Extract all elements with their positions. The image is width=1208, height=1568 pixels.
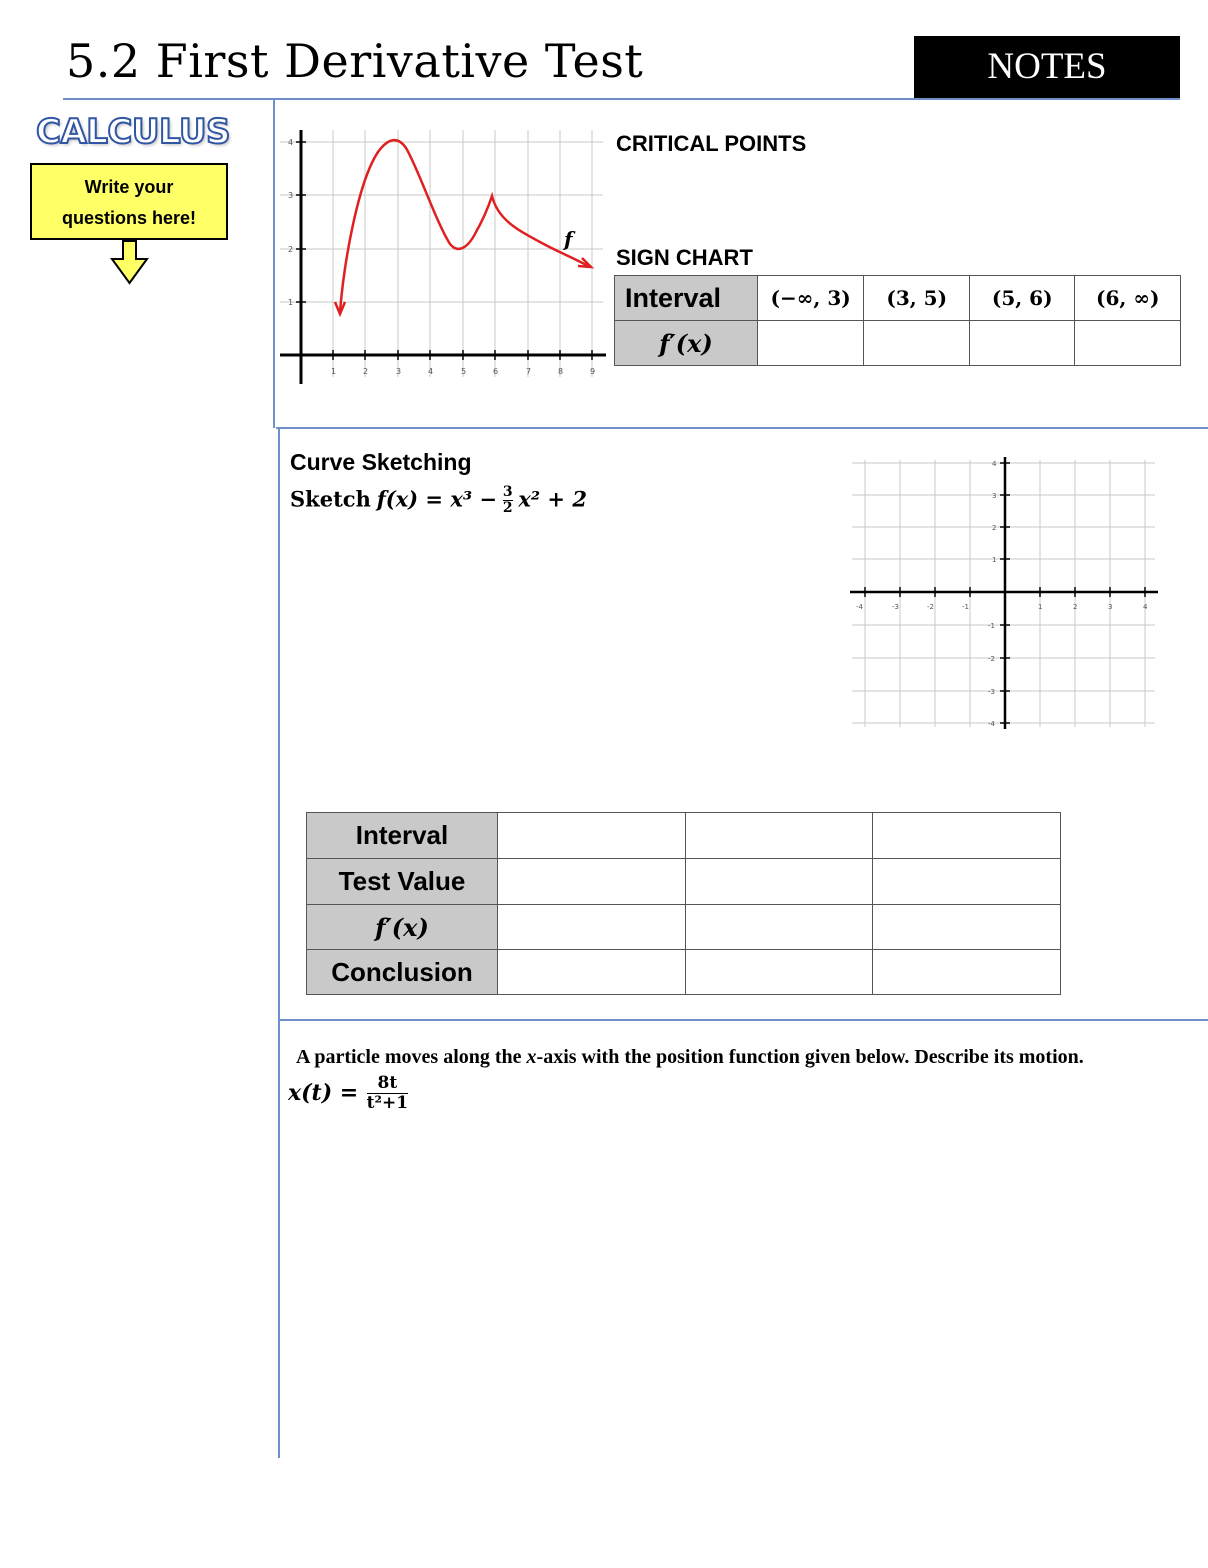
answer-cell[interactable] (498, 950, 686, 995)
table-row (307, 813, 1061, 859)
x-tick-label: 4 (1143, 603, 1148, 611)
sketch-prompt (290, 485, 587, 517)
function-graph (278, 122, 608, 384)
y-tick-label: -2 (988, 655, 995, 663)
notes-badge: NOTES (914, 36, 1180, 98)
x-tick-label: 1 (331, 367, 337, 376)
x-tick-label: 6 (493, 367, 499, 376)
y-tick-label: 1 (288, 298, 294, 307)
section-divider-2 (280, 1019, 1208, 1021)
y-tick-label: 2 (288, 245, 294, 254)
y-tick-label: -3 (988, 688, 995, 696)
callout-line-1: Write your (84, 177, 174, 197)
function-label: f (564, 227, 573, 251)
x-tick-label: 3 (396, 367, 402, 376)
x-tick-label: -1 (962, 603, 969, 611)
function-rhs: x² + 2 (518, 486, 587, 512)
row-header: Test Value (307, 859, 498, 905)
answer-cell[interactable] (873, 905, 1061, 950)
y-tick-label: 1 (992, 556, 997, 564)
y-tick-label: 3 (288, 191, 294, 200)
fraction-denominator: 2 (502, 500, 513, 517)
answer-cell[interactable] (498, 813, 686, 859)
title-divider (63, 98, 1180, 100)
function-curve (340, 140, 588, 312)
y-tick-label: -4 (988, 720, 995, 728)
critical-points-heading: CRITICAL POINTS (616, 131, 807, 156)
answer-cell[interactable] (685, 813, 873, 859)
x-tick-label: 2 (1073, 603, 1078, 611)
y-tick-label: 4 (992, 460, 997, 468)
position-lhs: x(t) = (288, 1080, 359, 1107)
table-row (307, 859, 1061, 905)
section-divider-1 (276, 427, 1208, 429)
position-function (288, 1074, 408, 1112)
x-tick-label: 9 (590, 367, 596, 376)
x-tick-label: 3 (1108, 603, 1113, 611)
interval-cell: (5, 6) (969, 276, 1075, 321)
table-row (307, 905, 1061, 950)
answer-cell[interactable] (498, 905, 686, 950)
answer-cell[interactable] (498, 859, 686, 905)
interval-cell: (6, ∞) (1075, 276, 1181, 321)
fraction-numerator: 3 (502, 484, 513, 500)
answer-cell[interactable] (1075, 321, 1181, 366)
prompt-variable: x (526, 1046, 537, 1068)
answer-cell[interactable] (685, 905, 873, 950)
answer-cell[interactable] (873, 950, 1061, 995)
row-header: Conclusion (307, 950, 498, 995)
row-header: Interval (615, 276, 758, 321)
particle-prompt (296, 1046, 1084, 1069)
margin-rule-top (273, 100, 275, 428)
x-tick-label: 7 (526, 367, 532, 376)
row-header: f′(x) (615, 321, 758, 366)
fraction-denominator: t²+1 (366, 1092, 409, 1113)
sign-chart-heading: SIGN CHART (616, 245, 753, 270)
y-tick-label: -1 (988, 622, 995, 630)
y-tick-label: 2 (992, 524, 997, 532)
x-tick-label: 2 (363, 367, 369, 376)
interval-cell: (−∞, 3) (757, 276, 864, 321)
page-title: 5.2 First Derivative Test (66, 34, 644, 88)
answer-cell[interactable] (757, 321, 864, 366)
answer-cell[interactable] (685, 950, 873, 995)
callout-line-2: questions here! (61, 208, 197, 228)
x-tick-label: -4 (856, 603, 863, 611)
x-tick-label: 1 (1038, 603, 1043, 611)
y-tick-label: 4 (288, 138, 294, 147)
x-tick-label: 8 (558, 367, 564, 376)
sketch-label: Sketch (290, 486, 371, 512)
x-tick-label: -2 (927, 603, 934, 611)
test-table (306, 812, 1061, 995)
blank-coordinate-grid[interactable] (850, 455, 1160, 730)
table-row (307, 950, 1061, 995)
answer-cell[interactable] (864, 321, 970, 366)
answer-cell[interactable] (685, 859, 873, 905)
fraction (503, 485, 513, 517)
function-lhs: f(x) = x³ − (376, 486, 497, 512)
calculus-logo: CALCULUS (36, 112, 231, 152)
prompt-part-a: A particle moves along the (296, 1046, 527, 1068)
row-header: Interval (307, 813, 498, 859)
margin-rule (278, 428, 280, 1458)
interval-cell: (3, 5) (864, 276, 970, 321)
x-tick-label: 5 (461, 367, 467, 376)
answer-cell[interactable] (873, 813, 1061, 859)
table-row (615, 276, 1181, 321)
answer-cell[interactable] (873, 859, 1061, 905)
table-row (615, 321, 1181, 366)
answer-cell[interactable] (969, 321, 1075, 366)
x-tick-label: -3 (892, 603, 899, 611)
curve-sketching-heading: Curve Sketching (290, 449, 472, 475)
x-tick-label: 4 (428, 367, 434, 376)
sign-chart-table (614, 275, 1181, 366)
row-header: f′(x) (307, 905, 498, 950)
y-tick-label: 3 (992, 492, 997, 500)
down-arrow-icon (110, 239, 150, 287)
questions-callout (30, 163, 228, 240)
position-fraction (367, 1074, 408, 1112)
prompt-part-b: -axis with the position function given below. Describe its motion. (536, 1046, 1084, 1068)
fraction-numerator: 8t (367, 1074, 408, 1094)
